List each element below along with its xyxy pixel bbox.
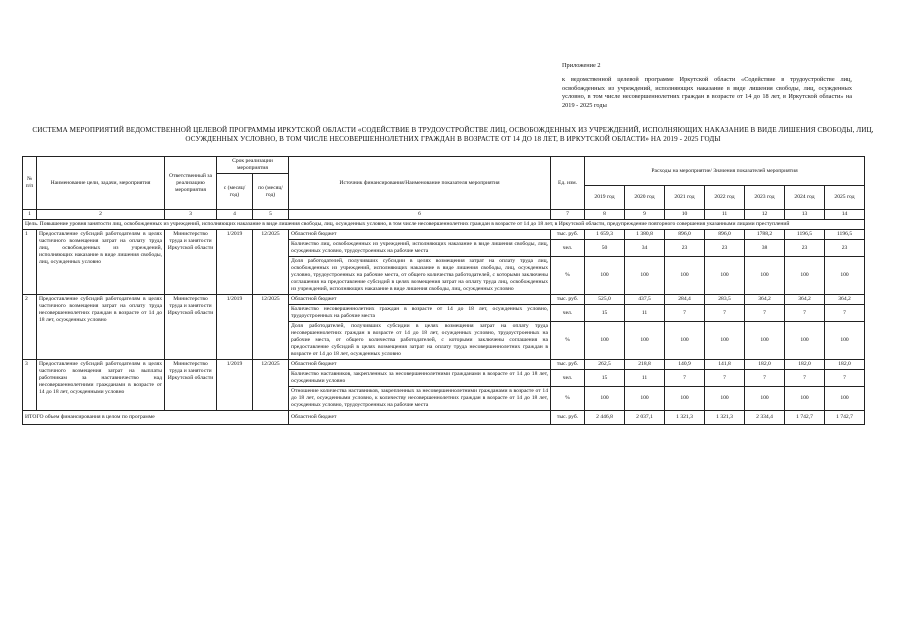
- value-cell: 364,2: [825, 295, 865, 305]
- value-cell: 437,5: [625, 295, 665, 305]
- value-cell: 525,0: [585, 295, 625, 305]
- row-label: Отношение количества наставников, закрепленных за несовершеннолетними гражданами в возрасте от 14 до 18 лет, осужденными условно, к количеству несовершеннолетних граждан в возрасте от 14 до 18 лет, осужденных условно, трудоустроенных на рабочие места: [289, 387, 551, 411]
- header-unit: Ед. изм.: [551, 157, 585, 210]
- value-cell: 15: [585, 370, 625, 387]
- measure-num: 1: [23, 230, 37, 295]
- row-unit: тыс. руб.: [551, 230, 585, 240]
- total-value: 1 321,3: [705, 411, 745, 425]
- value-cell: 100: [665, 387, 705, 411]
- value-cell: 100: [745, 322, 785, 360]
- value-cell: 100: [705, 322, 745, 360]
- row-label: Количество наставников, закрепленных за несовершеннолетними гражданами в возрасте от 14 до 18 лет, осужденными условно: [289, 370, 551, 387]
- row-unit: %: [551, 322, 585, 360]
- value-cell: 284,4: [665, 295, 705, 305]
- value-cell: 34: [625, 240, 665, 257]
- total-source: Областной бюджет: [289, 411, 551, 425]
- measure-name: Предоставление субсидий работодателям в целях частичного возмещения затрат на выплаты работникам за наставничество над несовершеннолетними гражданами в возрасте от 14 до 18 лет, осужденными условно: [37, 360, 165, 411]
- measures-table: [22, 156, 865, 425]
- value-cell: 38: [745, 240, 785, 257]
- appendix-text: к ведомственной целевой программе Иркутской области «Содействие в трудоустройстве лиц, освобожденных из учреждений, исполняющих наказание в виде лишения свободы, лиц, осужденных условно, в том числе несовершеннолетних граждан в возрасте от 14 до 18 лет, в Иркутской области» на 2019 - 2025 годы: [562, 76, 852, 109]
- value-cell: 182,0: [745, 360, 785, 370]
- header-num: № п/п: [23, 157, 37, 210]
- col-number: 12: [745, 210, 785, 220]
- total-value: 2 037,1: [625, 411, 665, 425]
- value-cell: 100: [585, 257, 625, 295]
- value-cell: 7: [825, 305, 865, 322]
- value-cell: 141,8: [705, 360, 745, 370]
- value-cell: 100: [745, 257, 785, 295]
- value-cell: 100: [625, 257, 665, 295]
- value-cell: 15: [585, 305, 625, 322]
- value-cell: 23: [825, 240, 865, 257]
- measure-name: Предоставление субсидий работодателям в целях частичного возмещения затрат на оплату труда несовершеннолетних граждан в возрасте от 14 до 18 лет, осужденных условно: [37, 295, 165, 360]
- value-cell: 140,9: [665, 360, 705, 370]
- value-cell: 23: [785, 240, 825, 257]
- value-cell: 262,5: [585, 360, 625, 370]
- header-year: 2021 год: [665, 186, 705, 210]
- appendix-title: Приложение 2: [562, 62, 601, 69]
- header-year: 2023 год: [745, 186, 785, 210]
- row-unit: чел.: [551, 370, 585, 387]
- measure-num: 2: [23, 295, 37, 360]
- measure-to: 12/2025: [253, 230, 289, 295]
- value-cell: 7: [785, 305, 825, 322]
- row-label: Количество несовершеннолетних граждан в возрасте от 14 до 18 лет, осужденных условно, трудоустроенных на рабочие места: [289, 305, 551, 322]
- total-label: ИТОГО объем финансирования в целом по программе: [23, 411, 289, 425]
- value-cell: 218,8: [625, 360, 665, 370]
- row-unit: %: [551, 387, 585, 411]
- col-number: 9: [625, 210, 665, 220]
- header-year: 2019 год: [585, 186, 625, 210]
- header-from: с (месяц/ год): [217, 174, 253, 210]
- header-year: 2022 год: [705, 186, 745, 210]
- measure-to: 12/2025: [253, 295, 289, 360]
- value-cell: 1 659,3: [585, 230, 625, 240]
- measure-from: 1/2019: [217, 295, 253, 360]
- value-cell: 182,0: [785, 360, 825, 370]
- value-cell: 100: [705, 257, 745, 295]
- value-cell: 896,0: [705, 230, 745, 240]
- header-name: Наименование цели, задачи, мероприятия: [37, 157, 165, 210]
- col-number: 13: [785, 210, 825, 220]
- header-source: Источник финансирования/Наименование показателя мероприятия: [289, 157, 551, 210]
- value-cell: 23: [665, 240, 705, 257]
- value-cell: 100: [785, 257, 825, 295]
- value-cell: 23: [705, 240, 745, 257]
- row-unit: чел.: [551, 240, 585, 257]
- value-cell: 364,2: [745, 295, 785, 305]
- value-cell: 100: [665, 322, 705, 360]
- measure-name: Предоставление субсидий работодателям в целях частичного возмещения затрат на оплату труда лиц, освобожденных из учреждений, исполняющих наказание в виде лишения свободы, лиц, осужденных условно: [37, 230, 165, 295]
- header-period: Срок реализации мероприятия: [217, 157, 289, 174]
- value-cell: 7: [665, 305, 705, 322]
- col-number: 3: [165, 210, 217, 220]
- value-cell: 1196,5: [825, 230, 865, 240]
- value-cell: 100: [665, 257, 705, 295]
- header-executor: Ответственный за реализацию мероприятия: [165, 157, 217, 210]
- value-cell: 11: [625, 305, 665, 322]
- value-cell: 7: [745, 305, 785, 322]
- value-cell: 182,0: [825, 360, 865, 370]
- value-cell: 100: [705, 387, 745, 411]
- col-number: 7: [551, 210, 585, 220]
- row-label: Областной бюджет: [289, 360, 551, 370]
- value-cell: 100: [785, 322, 825, 360]
- row-label: Областной бюджет: [289, 295, 551, 305]
- total-unit: тыс. руб.: [551, 411, 585, 425]
- col-number: 2: [37, 210, 165, 220]
- header-year: 2025 год: [825, 186, 865, 210]
- col-number: 11: [705, 210, 745, 220]
- value-cell: 7: [705, 305, 745, 322]
- value-cell: 100: [585, 322, 625, 360]
- value-cell: 896,0: [665, 230, 705, 240]
- row-label: Доля работодателей, получивших субсидии в целях возмещения затрат на оплату труда лиц, освобожденных из учреждений, исполняющих наказание в виде лишения свободы, лиц, осужденных условно, трудоустроенных на рабочие места, от общего количества работодателей, с которыми заключены соглашения на предоставление субсидий в целях возмещения затрат на оплату труда лиц, освобожденных из учреждений, исполняющих наказание в виде лишения свободы, лиц, осужденных условно: [289, 257, 551, 295]
- col-number: 4: [217, 210, 253, 220]
- value-cell: 100: [825, 257, 865, 295]
- row-unit: тыс. руб.: [551, 360, 585, 370]
- row-label: Количество лиц, освобожденных из учреждений, исполняющих наказание в виде лишения свободы, лиц, осужденных условно, трудоустроенных на рабочие места: [289, 240, 551, 257]
- value-cell: 1196,5: [785, 230, 825, 240]
- measure-executor: Министерство труда и занятости Иркутской области: [165, 295, 217, 360]
- value-cell: 7: [705, 370, 745, 387]
- value-cell: 364,2: [785, 295, 825, 305]
- value-cell: 100: [585, 387, 625, 411]
- value-cell: 1 380,8: [625, 230, 665, 240]
- value-cell: 7: [785, 370, 825, 387]
- measure-to: 12/2025: [253, 360, 289, 411]
- col-number: 6: [289, 210, 551, 220]
- row-unit: чел.: [551, 305, 585, 322]
- value-cell: 100: [825, 322, 865, 360]
- row-label: Доля работодателей, получивших субсидии в целях возмещения затрат на оплату труда несовершеннолетних граждан в возрасте от 14 до 18 лет, осужденных условно, трудоустроенных на рабочие места, от общего количества работодателей, с которыми заключены соглашения на предоставление субсидий в целях возмещения затрат на оплату труда несовершеннолетних граждан в возрасте от 14 до 18 лет, осужденных условно: [289, 322, 551, 360]
- value-cell: 7: [665, 370, 705, 387]
- value-cell: 7: [745, 370, 785, 387]
- document-title: СИСТЕМА МЕРОПРИЯТИЙ ВЕДОМСТВЕННОЙ ЦЕЛЕВОЙ ПРОГРАММЫ ИРКУТСКОЙ ОБЛАСТИ «СОДЕЙСТВИЕ В ТРУДОУСТРОЙСТВЕ ЛИЦ, ОСВОБОЖДЕННЫХ ИЗ УЧРЕЖДЕНИЙ, ИСПОЛНЯЮЩИХ НАКАЗАНИЕ В ВИДЕ ЛИШЕНИЯ СВОБОДЫ, ЛИЦ, ОСУЖДЕННЫХ УСЛОВНО, В ТОМ ЧИСЛЕ НЕСОВЕРШЕННОЛЕТНИХ ГРАЖДАН В ВОЗРАСТЕ ОТ 14 ДО 18 ЛЕТ, В ИРКУТСКОЙ ОБЛАСТИ» НА 2019 - 2025 ГОДЫ: [32, 126, 874, 143]
- total-value: 2 446,8: [585, 411, 625, 425]
- value-cell: 50: [585, 240, 625, 257]
- total-value: 1 742,7: [785, 411, 825, 425]
- row-unit: %: [551, 257, 585, 295]
- col-number: 14: [825, 210, 865, 220]
- value-cell: 1788,2: [745, 230, 785, 240]
- value-cell: 11: [625, 370, 665, 387]
- col-number: 5: [253, 210, 289, 220]
- value-cell: 100: [745, 387, 785, 411]
- value-cell: 7: [825, 370, 865, 387]
- measure-executor: Министерство труда и занятости Иркутской области: [165, 360, 217, 411]
- measure-from: 1/2019: [217, 360, 253, 411]
- value-cell: 100: [625, 322, 665, 360]
- col-number: 10: [665, 210, 705, 220]
- col-number: 8: [585, 210, 625, 220]
- header-to: по (месяц/ год): [253, 174, 289, 210]
- row-label: Областной бюджет: [289, 230, 551, 240]
- value-cell: 100: [625, 387, 665, 411]
- goal-row: Цель. Повышение уровня занятости лиц, освобожденных из учреждений, исполняющих наказание в виде лишения свободы, лиц, осужденных условно, в том числе несовершеннолетних граждан в возрасте от 14 до 18 лет, в Иркутской области, предупреждение повторного совершения указанными лицами преступлений: [23, 220, 865, 230]
- measure-executor: Министерство труда и занятости Иркутской области: [165, 230, 217, 295]
- total-value: 1 321,3: [665, 411, 705, 425]
- row-unit: тыс. руб.: [551, 295, 585, 305]
- measure-from: 1/2019: [217, 230, 253, 295]
- value-cell: 100: [785, 387, 825, 411]
- col-number: 1: [23, 210, 37, 220]
- total-value: 1 742,7: [825, 411, 865, 425]
- header-year: 2024 год: [785, 186, 825, 210]
- value-cell: 283,5: [705, 295, 745, 305]
- value-cell: 100: [825, 387, 865, 411]
- appendix-block: [562, 62, 852, 110]
- total-value: 2 334,4: [745, 411, 785, 425]
- header-year: 2020 год: [625, 186, 665, 210]
- measure-num: 3: [23, 360, 37, 411]
- header-expenses: Расходы на мероприятие/ Значения показателей мероприятия: [585, 157, 865, 186]
